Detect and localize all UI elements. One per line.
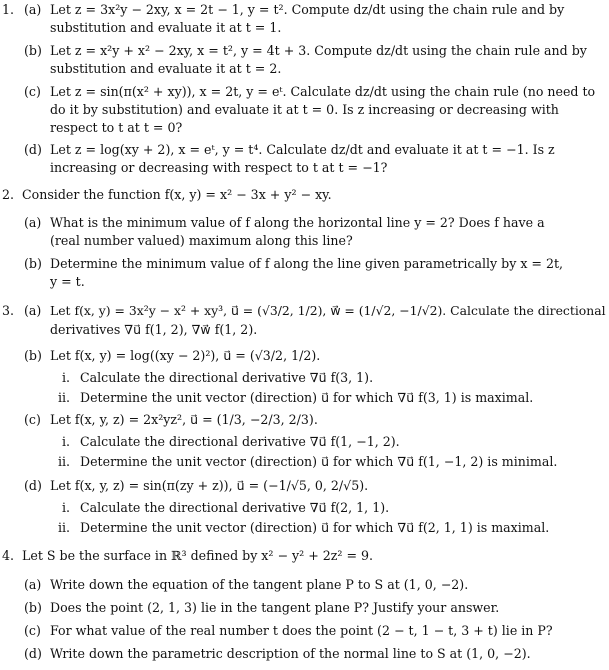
- problem-3d-i-text: Calculate the directional derivative ∇u⃗ f(2, 1, 1).: [80, 500, 390, 515]
- problem-2b-line-2: y = t.: [50, 274, 85, 289]
- problem-4d-line-1: Write down the parametric description of the normal line to S at (1, 0, −2).: [50, 646, 531, 661]
- problem-1c-line-2: do it by substitution) and evaluate it at t = 0. Is z increasing or decreasing with: [50, 102, 559, 117]
- problem-3c-i-text: Calculate the directional derivative ∇u⃗ f(1, −1, 2).: [80, 434, 400, 449]
- problem-2a-line-1: What is the minimum value of f along the horizontal line y = 2? Does f have a: [50, 215, 545, 230]
- problem-1b-line-2: substitution and evaluate it at t = 2.: [50, 61, 282, 76]
- problem-2a-line-2: (real number valued) maximum along this line?: [50, 233, 353, 248]
- problem-1a-line-1: Let z = 3x²y − 2xy, x = 2t − 1, y = t². Compute dz/dt using the chain rule and by: [50, 2, 565, 17]
- problem-1d-line-1: Let z = log(xy + 2), x = eᵗ, y = t⁴. Calculate dz/dt and evaluate it at t = −1. Is z: [50, 142, 555, 157]
- problem-3c-i-label: i.: [62, 434, 71, 449]
- problem-3b-i-label: i.: [62, 370, 71, 385]
- problem-1a-label: (a): [24, 2, 42, 17]
- problem-3b-line-1: Let f(x, y) = log((xy − 2)²), u⃗ = (√3/2, 1/2).: [50, 348, 321, 363]
- problem-3c-label: (c): [24, 412, 41, 427]
- problem-3c-ii-label: ii.: [58, 454, 71, 469]
- problem-3b-i-text: Calculate the directional derivative ∇u⃗ f(3, 1).: [80, 370, 374, 385]
- problem-3b-label: (b): [24, 348, 42, 363]
- problem-2b-label: (b): [24, 256, 42, 271]
- problem-3d-line-1: Let f(x, y, z) = sin(π(zy + z)), u⃗ = (−1/√5, 0, 2/√5).: [50, 478, 369, 493]
- problem-4-number: 4.: [2, 548, 15, 563]
- problem-4b-line-1: Does the point (2, 1, 3) lie in the tangent plane P? Justify your answer.: [50, 600, 500, 615]
- problem-2a-label: (a): [24, 215, 42, 230]
- problem-3d-ii-text: Determine the unit vector (direction) u⃗ for which ∇u⃗ f(2, 1, 1) is maximal.: [80, 520, 550, 535]
- problem-1b-line-1: Let z = x²y + x² − 2xy, x = t², y = 4t + 3. Compute dz/dt using the chain rule and by: [50, 43, 587, 58]
- problem-3b-ii-text: Determine the unit vector (direction) u⃗ for which ∇u⃗ f(3, 1) is maximal.: [80, 390, 534, 405]
- problem-4-intro: Let S be the surface in ℝ³ defined by x² − y² + 2z² = 9.: [22, 548, 374, 563]
- problem-3d-label: (d): [24, 478, 42, 493]
- problem-1c-label: (c): [24, 84, 41, 99]
- problem-1c-line-3: respect to t at t = 0?: [50, 120, 183, 135]
- problem-1-number: 1.: [2, 2, 15, 17]
- problem-3a-line-1: Let f(x, y) = 3x²y − x² + xy³, u⃗ = (√3/2, 1/2), w⃗ = (1/√2, −1/√2). Calculate the directional: [50, 303, 606, 318]
- problem-3d-i-label: i.: [62, 500, 71, 515]
- problem-4a-line-1: Write down the equation of the tangent plane P to S at (1, 0, −2).: [50, 577, 469, 592]
- problem-4b-label: (b): [24, 600, 42, 615]
- problem-4d-label: (d): [24, 646, 42, 661]
- problem-3c-line-1: Let f(x, y, z) = 2x²yz², u⃗ = (1/3, −2/3, 2/3).: [50, 412, 318, 427]
- problem-2-number: 2.: [2, 187, 15, 202]
- problem-1d-line-2: increasing or decreasing with respect to t at t = −1?: [50, 160, 388, 175]
- problem-3b-ii-label: ii.: [58, 390, 71, 405]
- problem-2b-line-1: Determine the minimum value of f along the line given parametrically by x = 2t,: [50, 256, 564, 271]
- problem-3a-line-2: derivatives ∇u⃗ f(1, 2), ∇w⃗ f(1, 2).: [50, 322, 258, 337]
- problem-3-number: 3.: [2, 303, 15, 318]
- problem-4a-label: (a): [24, 577, 42, 592]
- problem-2-intro: Consider the function f(x, y) = x² − 3x + y² − xy.: [22, 187, 332, 202]
- problem-1b-label: (b): [24, 43, 42, 58]
- problem-3c-ii-text: Determine the unit vector (direction) u⃗ for which ∇u⃗ f(1, −1, 2) is minimal.: [80, 454, 558, 469]
- problem-3d-ii-label: ii.: [58, 520, 71, 535]
- problem-1a-line-2: substitution and evaluate it at t = 1.: [50, 20, 282, 35]
- problem-4c-line-1: For what value of the real number t does the point (2 − t, 1 − t, 3 + t) lie in P?: [50, 623, 553, 638]
- problem-1c-line-1: Let z = sin(π(x² + xy)), x = 2t, y = eᵗ. Calculate dz/dt using the chain rule (no need to: [50, 84, 596, 99]
- problem-1d-label: (d): [24, 142, 42, 157]
- problem-3a-label: (a): [24, 303, 42, 318]
- problem-4c-label: (c): [24, 623, 41, 638]
